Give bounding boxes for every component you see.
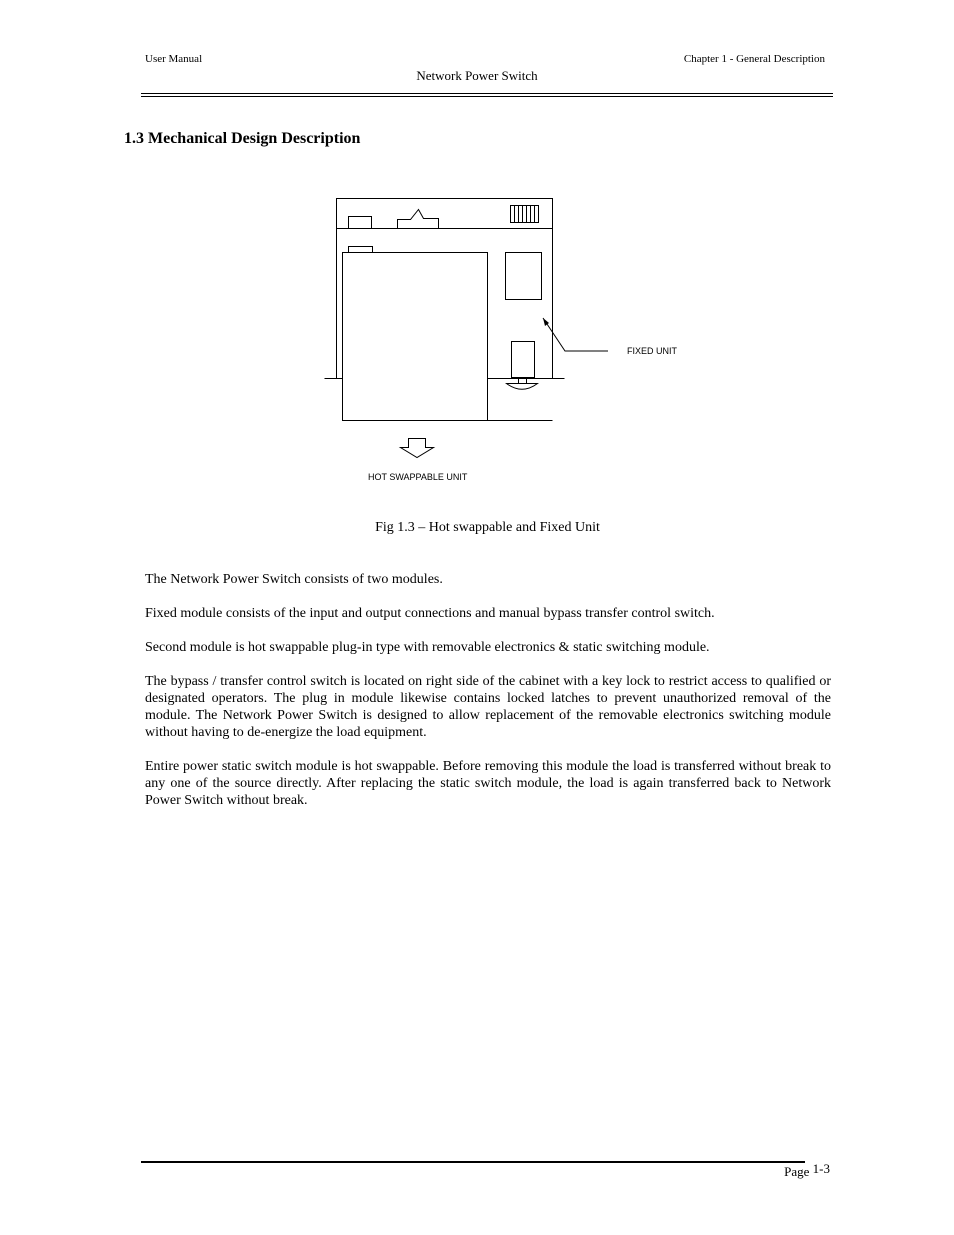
paragraph: Second module is hot swappable plug-in type with removable electronics & static switching module. <box>145 640 710 655</box>
header-right: Chapter 1 - General Description <box>683 53 825 65</box>
header-rule-top <box>141 93 833 94</box>
header-title: Network Power Switch <box>416 68 538 83</box>
hot-swap-module <box>343 253 488 421</box>
key-handle <box>507 384 538 390</box>
top-switch-shape <box>398 210 439 229</box>
page-number-value: 1-3 <box>812 1161 830 1176</box>
header-rule-bottom <box>141 96 833 97</box>
paragraph: Entire power static switch module is hot swappable. Before removing this module the load is transferred without break to any one of the source directly. After replacing the static switch module, the load is again transferred back to Network Power Switch without break. <box>145 759 831 808</box>
down-arrow-icon <box>401 439 434 458</box>
figure-caption: Fig 1.3 – Hot swappable and Fixed Unit <box>375 520 600 535</box>
fixed-unit-label: FIXED UNIT <box>627 346 678 356</box>
module-tab <box>349 247 373 253</box>
bypass-switch-panel <box>506 253 542 300</box>
key-lock <box>512 342 535 378</box>
paragraph: The bypass / transfer control switch is located on right side of the cabinet with a key lock to restrict access to qualified or designated operators. The plug in module likewise contains locked latches to prevent unauthorized removal of the module. The Network Power Switch is designed to allow replacement of the removable electronics switching module without having to de-energize the load equipment. <box>145 674 831 740</box>
footer-rule <box>141 1161 805 1163</box>
paragraph: The Network Power Switch consists of two modules. <box>145 572 443 587</box>
top-connector-left <box>349 217 372 229</box>
mechanical-diagram <box>300 185 720 495</box>
section-heading: 1.3 Mechanical Design Description <box>124 130 361 147</box>
page-number <box>784 1161 830 1180</box>
header-left: User Manual <box>145 53 203 65</box>
paragraph: Fixed module consists of the input and output connections and manual bypass transfer control switch. <box>145 606 715 621</box>
hot-swappable-unit-label: HOT SWAPPABLE UNIT <box>368 472 468 482</box>
page-label: Page <box>784 1164 810 1179</box>
body-text <box>145 571 831 826</box>
